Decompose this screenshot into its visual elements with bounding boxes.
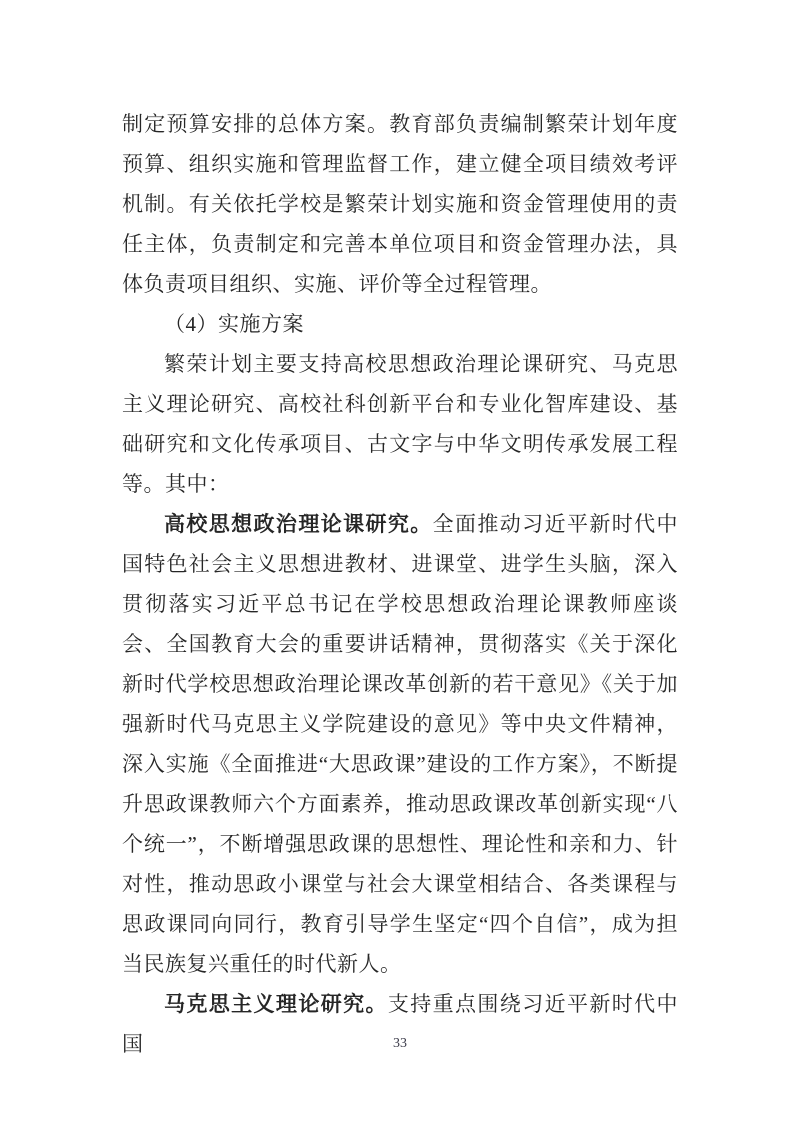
section-heading-implementation-plan: （4）实施方案: [164, 312, 304, 336]
paragraph-plan-overview: 繁荣计划主要支持高校思想政治理论课研究、马克思主义理论研究、高校社科创新平台和专业化智库建设、基础研究和文化传承项目、古文字与中华文明传承发展工程等。其中：: [122, 352, 678, 496]
paragraph-body-text: 支持重点围绕习近平新时代中国: [122, 992, 679, 1056]
page-number: 33: [393, 1036, 407, 1051]
paragraph-budget-management: 制定预算安排的总体方案。教育部负责编制繁荣计划年度预算、组织实施和管理监督工作，建立健全项目绩效考评机制。有关依托学校是繁荣计划实施和资金管理使用的责任主体，负责制定和完善本单位项目和资金管理办法，具体负责项目组织、实施、评价等全过程管理。: [122, 112, 678, 296]
paragraph-bold-lead: 高校思想政治理论课研究。: [164, 512, 433, 536]
paragraph-bold-lead: 马克思主义理论研究。: [164, 992, 388, 1016]
document-body: [122, 104, 678, 1064]
paragraph-body-text: 全面推动习近平新时代中国特色社会主义思想进教材、进课堂、进学生头脑，深入贯彻落实习近平总书记在学校思想政治理论课教师座谈会、全国教育大会的重要讲话精神，贯彻落实《关于深化新时代学校思想政治理论课改革创新的若干意见》《关于加强新时代马克思主义学院建设的意见》等中央文件精神，深入实施《全面推进“大思政课”建设的工作方案》，不断提升思政课教师六个方面素养，推动思政课改革创新实现“八个统一”，不断增强思政课的思想性、理论性和亲和力、针对性，推动思政小课堂与社会大课堂相结合、各类课程与思政课同向同行，教育引导学生坚定“四个自信”，成为担当民族复兴重任的时代新人。: [122, 512, 679, 976]
paragraph-ideological-course-research: [122, 504, 678, 984]
